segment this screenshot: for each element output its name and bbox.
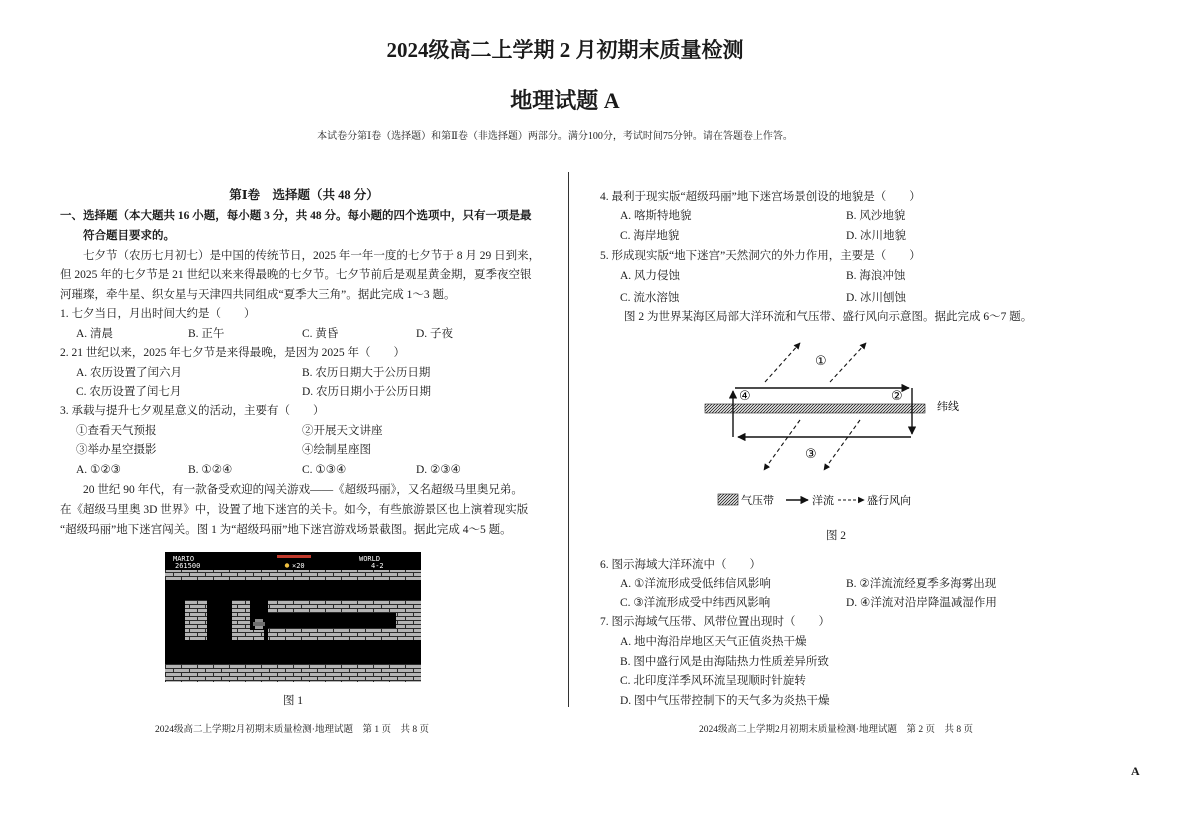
hud-player: MARIO xyxy=(173,555,195,563)
exam-instructions: 本试卷分第Ⅰ卷（选择题）和第Ⅱ卷（非选择题）两部分。满分100分，考试时间75分钟。请在答题卷上作答。 xyxy=(317,131,793,142)
passage-line: 七夕节（农历七月初七）是中国的传统节日，2025 年一年一度的七夕节于 8 月 29 日到来， xyxy=(83,250,541,262)
figure-2-circulation-diagram xyxy=(700,335,970,515)
legend-pressure-belt-swatch xyxy=(718,494,738,505)
option-c: C. ①③④ xyxy=(302,464,347,476)
exam-title: 2024级高二上学期 2 月初期末质量检测 xyxy=(386,38,744,62)
option-a: A. ①②③ xyxy=(76,464,121,476)
coin-icon xyxy=(285,563,289,567)
wall-cavity xyxy=(268,613,396,628)
brick-pillar xyxy=(232,600,250,640)
option-b: B. 农历日期大于公历日期 xyxy=(302,367,431,379)
legend-pressure-belt: 气压带 xyxy=(741,494,774,507)
exam-subtitle: 地理试题 A xyxy=(510,88,620,113)
question-stem: 7. 图示海域气压带、风带位置出现时（ ） xyxy=(600,616,830,628)
hud-red-text xyxy=(277,555,311,558)
current-label-3: ③ xyxy=(805,447,817,462)
option-d: D. 冰川地貌 xyxy=(846,230,907,242)
option-b: B. 风沙地貌 xyxy=(846,210,906,222)
latitude-label: 纬线 xyxy=(937,400,959,413)
figure-1-caption: 图 1 xyxy=(282,695,304,707)
legend-current: 洋流 xyxy=(812,494,834,507)
option-b: B. 正午 xyxy=(188,328,225,340)
option-d: D. ②③④ xyxy=(416,464,461,476)
wind-arrow xyxy=(765,343,800,382)
passage-line: 但 2025 年的七夕节是 21 世纪以来来得最晚的七夕节。七夕节前后是观星黄金期，夏季夜空银 xyxy=(60,269,532,281)
option-a: A. 风力侵蚀 xyxy=(620,270,681,282)
option-d: D. 农历日期小于公历日期 xyxy=(302,386,432,398)
question-stem: 2. 21 世纪以来，2025 年七夕节是来得最晚，是因为 2025 年（ ） xyxy=(60,347,405,359)
paper-version-mark: A xyxy=(1131,764,1140,778)
section-title: 第Ⅰ卷 选择题（共 48 分） xyxy=(229,188,379,202)
statement-1: ①查看天气预报 xyxy=(76,425,157,437)
option-b: B. ②洋流流经夏季多海雾出现 xyxy=(846,578,997,590)
current-label-1: ① xyxy=(815,354,827,369)
column-divider xyxy=(568,172,569,707)
option-d: D. 子夜 xyxy=(416,328,454,340)
wind-arrow xyxy=(830,343,866,382)
section-directions-line: 一、选择题（本大题共 16 小题，每小题 3 分，共 48 分。每小题的四个选项中，只有一项是最 xyxy=(60,210,532,222)
hud-coins: ×20 xyxy=(292,562,305,570)
pressure-belt xyxy=(705,404,925,413)
floor-bricks xyxy=(165,664,421,682)
wind-arrow xyxy=(824,420,860,470)
option-a: A. 喀斯特地貌 xyxy=(620,210,692,222)
current-label-4: ④ xyxy=(739,389,751,404)
passage-line: 20 世纪 90 年代，有一款备受欢迎的闯关游戏——《超级玛丽》，又名超级马里奥兄弟。 xyxy=(83,484,523,496)
option-c: C. ③洋流形成受中纬西风影响 xyxy=(620,597,771,609)
ceiling-bricks xyxy=(165,570,421,580)
question-stem: 3. 承载与提升七夕观星意义的活动，主要有（ ） xyxy=(60,405,325,417)
passage-line: 河璀璨，牵牛星、织女星与天津四共同组成“夏季大三角”。据此完成 1～3 题。 xyxy=(60,289,456,301)
brick-ledge xyxy=(250,630,264,640)
section-directions-line: 符合题目要求的。 xyxy=(83,230,175,242)
option-c: C. 农历设置了闰七月 xyxy=(76,386,182,398)
footer-page-2: 2024级高二上学期2月初期末质量检测·地理试题 第 2 页 共 8 页 xyxy=(699,725,973,735)
option-a: A. 农历设置了闰六月 xyxy=(76,367,183,379)
passage-line: 在《超级马里奥 3D 世界》中，设置了地下迷宫的关卡。如今，有些旅游景区也上演着现实版 xyxy=(60,504,529,516)
option-a: A. 清晨 xyxy=(76,328,114,340)
figure-2-caption: 图 2 xyxy=(825,530,847,542)
option-d: D. 图中气压带控制下的天气多为炎热干燥 xyxy=(620,695,830,707)
option-c: C. 北印度洋季风环流呈现顺时针旋转 xyxy=(620,675,806,687)
hud-world: 4-2 xyxy=(371,562,384,570)
option-c: C. 流水溶蚀 xyxy=(620,292,680,304)
option-d: D. 冰川刨蚀 xyxy=(846,292,907,304)
option-a: A. 地中海沿岸地区天气正值炎热干燥 xyxy=(620,636,807,648)
figure-1-game-screenshot xyxy=(165,552,421,682)
hud-score: 261500 xyxy=(175,562,201,570)
statement-3: ③举办星空摄影 xyxy=(76,444,157,456)
wind-arrow xyxy=(764,420,800,470)
question-stem: 1. 七夕当日，月出时间大约是（ ） xyxy=(60,308,256,320)
option-b: B. ①②④ xyxy=(188,464,233,476)
option-b: B. 海浪冲蚀 xyxy=(846,270,906,282)
legend-wind: 盛行风向 xyxy=(867,494,911,507)
hud-world-label: WORLD xyxy=(359,555,381,563)
current-label-2: ② xyxy=(891,389,903,404)
brick-pillar xyxy=(185,600,207,640)
option-d: D. ④洋流对沿岸降温减湿作用 xyxy=(846,597,997,609)
passage-line: “超级玛丽”地下迷宫闯关。图 1 为“超级玛丽”地下迷宫游戏场景截图。据此完成 4～5 题。 xyxy=(60,524,512,536)
footer-page-1: 2024级高二上学期2月初期末质量检测·地理试题 第 1 页 共 8 页 xyxy=(155,725,429,735)
option-c: C. 海岸地貌 xyxy=(620,230,680,242)
question-stem: 6. 图示海域大洋环流中（ ） xyxy=(600,559,761,571)
passage-line: 图 2 为世界某海区局部大洋环流和气压带、盛行风向示意图。据此完成 6～7 题。 xyxy=(624,311,1033,323)
option-c: C. 黄昏 xyxy=(302,328,339,340)
option-b: B. 图中盛行风是由海陆热力性质差异所致 xyxy=(620,656,829,668)
statement-2: ②开展天文讲座 xyxy=(302,425,383,437)
statement-4: ④绘制星座图 xyxy=(302,444,371,456)
question-stem: 5. 形成现实版“地下迷宫”天然洞穴的外力作用，主要是（ ） xyxy=(600,250,921,262)
option-a: A. ①洋流形成受低纬信风影响 xyxy=(620,578,771,590)
question-stem: 4. 最利于现实版“超级玛丽”地下迷宫场景创设的地貌是（ ） xyxy=(600,191,921,203)
